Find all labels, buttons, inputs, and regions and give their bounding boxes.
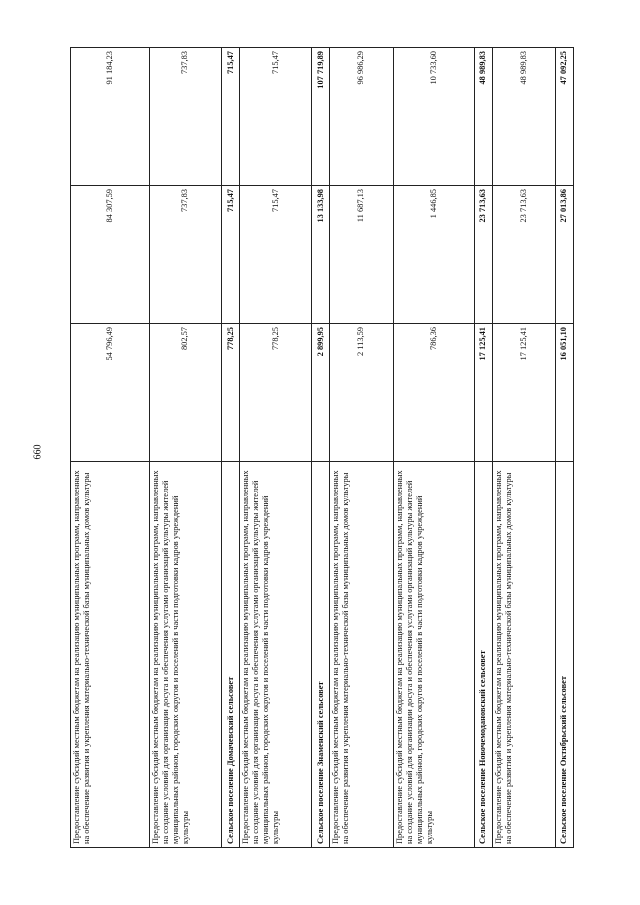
table-row-total bbox=[312, 48, 330, 848]
settlement-name: Сельское поселение Новочемодановский сельсовет bbox=[474, 462, 492, 848]
value-year3: 48 989,83 bbox=[492, 48, 555, 186]
value-year3: 48 989,83 bbox=[474, 48, 492, 186]
table-row bbox=[393, 48, 474, 848]
value-year1: 17 125,41 bbox=[474, 324, 492, 462]
value-year2: 84 307,59 bbox=[71, 186, 150, 324]
value-year3: 10 733,60 bbox=[393, 48, 474, 186]
value-year2: 715,47 bbox=[222, 186, 240, 324]
row-description: Предоставление субсидий местным бюджетам на реализацию муниципальных программ, направленных на обеспечение развития и укрепления материально-технической базы муниципальных домов культуры bbox=[492, 462, 555, 848]
table-row-total bbox=[555, 48, 573, 848]
row-description: Предоставление субсидий местным бюджетам на реализацию муниципальных программ, направленных на создание условий для организации досуга и обеспечения услугами организаций культуры жителей муниципальных районов, городских округов и поселений в части подготовки кадров учреждений культуры bbox=[393, 462, 474, 848]
table-row-total bbox=[474, 48, 492, 848]
value-year2: 737,83 bbox=[149, 186, 221, 324]
value-year3: 91 184,23 bbox=[71, 48, 150, 186]
value-year1: 778,25 bbox=[222, 324, 240, 462]
settlement-name: Сельское поселение Домачевский сельсовет bbox=[222, 462, 240, 848]
page-number: 660 bbox=[32, 444, 44, 460]
value-year2: 23 713,63 bbox=[474, 186, 492, 324]
value-year2: 27 013,86 bbox=[555, 186, 573, 324]
value-year2: 1 446,85 bbox=[393, 186, 474, 324]
settlement-name: Сельское поселение Знаменский сельсовет bbox=[312, 462, 330, 848]
value-year1: 786,36 bbox=[393, 324, 474, 462]
value-year2: 23 713,63 bbox=[492, 186, 555, 324]
value-year3: 96 986,29 bbox=[330, 48, 393, 186]
rotated-page bbox=[70, 51, 574, 848]
table-row bbox=[240, 48, 312, 848]
row-description: Предоставление субсидий местным бюджетам на реализацию муниципальных программ, направленных на создание условий для организации досуга и обеспечения услугами организаций культуры жителей муниципальных районов, городских округов и поселений в части подготовки кадров учреждений культуры bbox=[240, 462, 312, 848]
row-description: Предоставление субсидий местным бюджетам на реализацию муниципальных программ, направленных на создание условий для организации досуга и обеспечения услугами организаций культуры жителей муниципальных районов, городских округов и поселений в части подготовки кадров учреждений культуры bbox=[149, 462, 221, 848]
row-description: Предоставление субсидий местным бюджетам на реализацию муниципальных программ, направленных на обеспечение развития и укрепления материально-технической базы муниципальных домов культуры bbox=[330, 462, 393, 848]
budget-table bbox=[70, 47, 574, 848]
table-row bbox=[330, 48, 393, 848]
value-year1: 778,25 bbox=[240, 324, 312, 462]
value-year2: 11 687,13 bbox=[330, 186, 393, 324]
table-row bbox=[492, 48, 555, 848]
value-year2: 13 133,98 bbox=[312, 186, 330, 324]
value-year3: 107 719,89 bbox=[312, 48, 330, 186]
value-year1: 17 125,41 bbox=[492, 324, 555, 462]
settlement-name: Сельское поселение Октябрьский сельсовет bbox=[555, 462, 573, 848]
table-row-total bbox=[222, 48, 240, 848]
value-year1: 2 899,95 bbox=[312, 324, 330, 462]
value-year1: 54 796,49 bbox=[71, 324, 150, 462]
value-year1: 802,57 bbox=[149, 324, 221, 462]
value-year2: 715,47 bbox=[240, 186, 312, 324]
value-year3: 715,47 bbox=[222, 48, 240, 186]
value-year3: 737,83 bbox=[149, 48, 221, 186]
value-year1: 16 051,10 bbox=[555, 324, 573, 462]
value-year1: 2 113,59 bbox=[330, 324, 393, 462]
table-row bbox=[149, 48, 221, 848]
row-description: Предоставление субсидий местным бюджетам на реализацию муниципальных программ, направленных на обеспечение развития и укрепления материально-технической базы муниципальных домов культуры bbox=[71, 462, 150, 848]
value-year3: 47 092,25 bbox=[555, 48, 573, 186]
table-row bbox=[71, 48, 150, 848]
value-year3: 715,47 bbox=[240, 48, 312, 186]
